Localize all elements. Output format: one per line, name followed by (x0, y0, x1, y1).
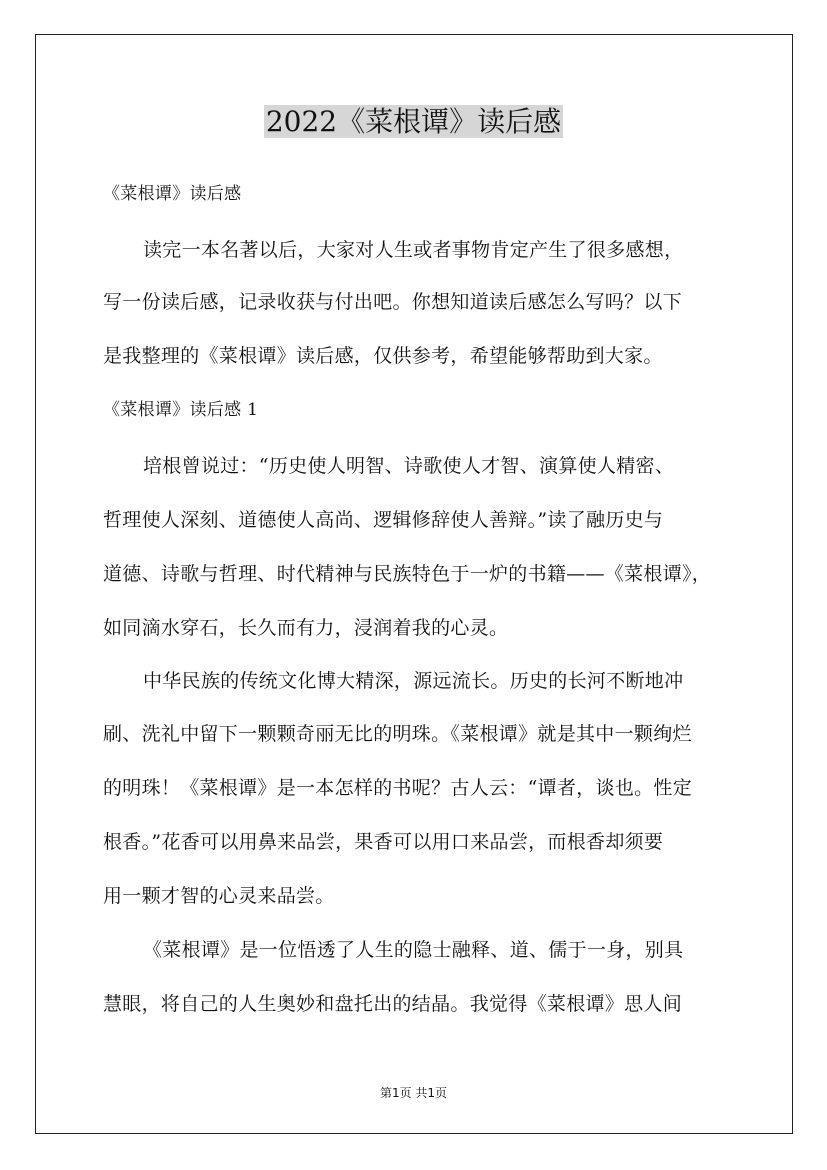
paragraph-line: 培根曾说过：“历史使人明智、诗歌使人才智、演算使人精密、 (143, 455, 675, 477)
paragraph-line: 读完一本名著以后，大家对人生或者事物肯定产生了很多感想， (143, 239, 684, 261)
paragraph-line: 刷、洗礼中留下一颗颗奇丽无比的明珠。《菜根谭》就是其中一颗绚烂 (103, 723, 692, 745)
paragraph-line: 慧眼，将自己的人生奥妙和盘托出的结晶。我觉得《菜根谭》思人间 (103, 993, 683, 1015)
page-number-footer: 第1页 共1页 (379, 1086, 448, 1100)
paragraph-line: 是我整理的《菜根谭》读后感，仅供参考，希望能够帮助到大家。 (103, 345, 663, 367)
section-heading: 《菜根谭》读后感 1 (103, 400, 259, 420)
document-title: 2022《菜根谭》读后感 (265, 105, 562, 138)
paragraph-line: 中华民族的传统文化博大精深，源远流长。历史的长河不断地冲 (143, 670, 684, 692)
section-heading: 《菜根谭》读后感 (103, 184, 242, 204)
paragraph-line: 写一份读后感，记录收获与付出吧。你想知道读后感怎么写吗？以下 (103, 291, 683, 313)
paragraph-line: 根香。”花香可以用鼻来品尝，果香可以用口来品尝，而根香却须要 (103, 831, 664, 853)
paragraph-line: 《菜根谭》是一位悟透了人生的隐士融释、道、儒于一身，别具 (143, 939, 684, 961)
paragraph-line: 哲理使人深刻、道德使人高尚、逻辑修辞使人善辩。”读了融历史与 (103, 509, 664, 531)
paragraph-line: 的明珠！《菜根谭》是一本怎样的书呢？古人云：“谭者，谈也。性定 (103, 777, 693, 799)
paragraph-line: 道德、诗歌与哲理、时代精神与民族特色于一炉的书籍——《菜根谭》， (103, 563, 712, 585)
paragraph-line: 如同滴水穿石，长久而有力，浸润着我的心灵。 (103, 617, 509, 639)
paragraph-line: 用一颗才智的心灵来品尝。 (103, 885, 335, 907)
